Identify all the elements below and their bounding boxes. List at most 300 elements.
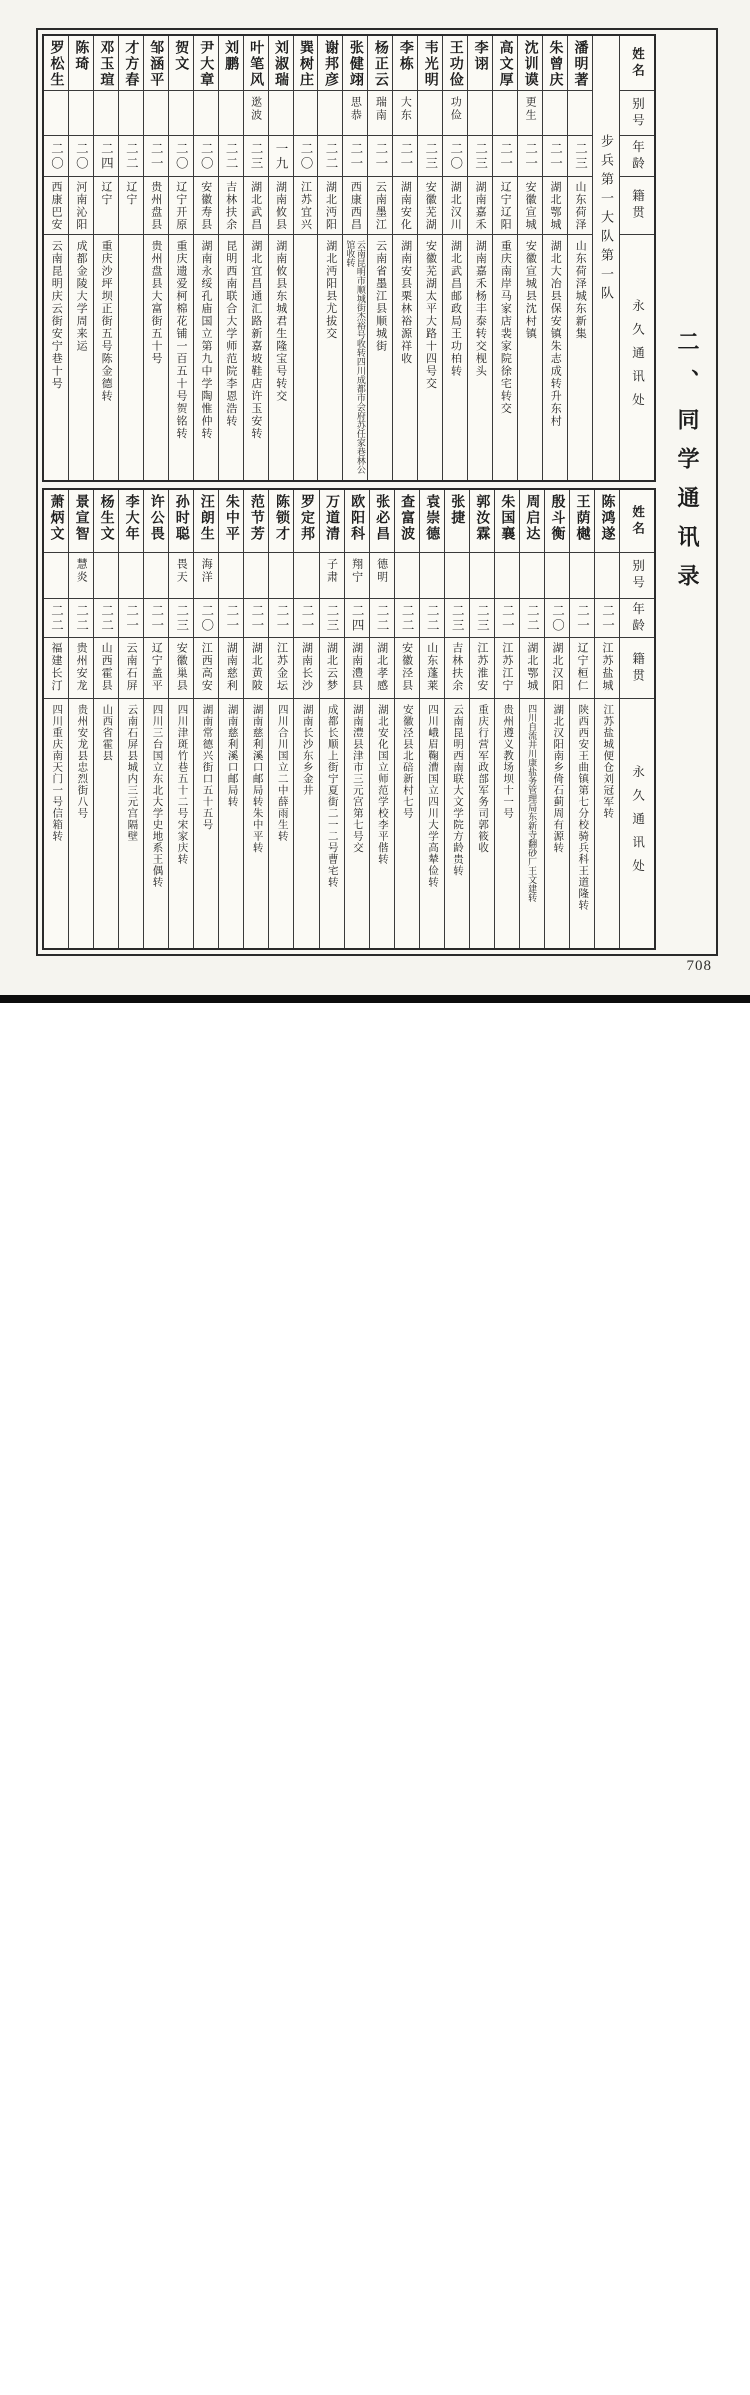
entry-age-cell: [44, 599, 68, 638]
entry-alias: 逖波: [249, 96, 262, 122]
entry-name: 万道清: [324, 494, 340, 542]
entry-alias-cell: [570, 553, 594, 599]
entry-age: 二一: [373, 141, 388, 171]
entry-age: 二四: [99, 141, 114, 171]
entry-age-cell: [468, 136, 492, 177]
entry-address-cell: [443, 235, 467, 480]
entry-origin-cell: [395, 638, 419, 699]
header-name-label: 姓名: [630, 504, 645, 538]
entry-address: 贵州盘县大富街五十号: [150, 240, 163, 365]
entry-alias-cell: [194, 91, 218, 136]
entry-address-cell: [119, 699, 143, 948]
entry-address: 四川津斑竹巷五十二号宋家庆转: [176, 704, 188, 865]
entry-age: 二二: [425, 603, 440, 633]
entry-name: 袁崇德: [424, 494, 440, 542]
entry-age-cell: [69, 599, 93, 638]
entry-address-cell: [468, 235, 492, 480]
entry-name: 杨正云: [372, 40, 388, 88]
entry-name-cell: [543, 36, 567, 91]
entry-column: [168, 490, 193, 948]
entry-age-cell: [294, 136, 318, 177]
entry-age-cell: [318, 136, 342, 177]
entry-alias-cell: [468, 91, 492, 136]
entry-name: 欧阳科: [349, 494, 365, 542]
entry-age: 二〇: [49, 141, 64, 171]
entry-address-cell: [595, 699, 619, 948]
entry-column: [93, 490, 118, 948]
entry-address: 湖南慈利溪口邮局转: [226, 704, 238, 808]
entry-alias-cell: [119, 553, 143, 599]
roster-table-bottom: [42, 488, 656, 950]
entry-origin-cell: [219, 638, 243, 699]
header-name-cell: [620, 490, 654, 553]
header-address-cell: [620, 699, 654, 948]
entry-origin-cell: [368, 177, 392, 235]
entry-name-cell: [294, 490, 318, 553]
entry-origin: 湖北汉川: [449, 181, 462, 231]
entry-address-cell: [244, 699, 268, 948]
header-alias-label: 别号: [630, 559, 645, 592]
entry-age: 二二: [323, 141, 338, 171]
entry-name: 景宣智: [73, 494, 89, 542]
entry-origin-cell: [94, 638, 118, 699]
entry-address-cell: [194, 235, 218, 480]
entry-address-cell: [169, 699, 193, 948]
header-alias-label: 别号: [630, 96, 645, 130]
entry-name-cell: [493, 36, 517, 91]
entry-age-cell: [393, 136, 417, 177]
entry-origin: 安徽泾县: [400, 642, 413, 692]
entry-origin: 西康西昌: [349, 181, 362, 231]
entry-origin-cell: [269, 638, 293, 699]
entry-address-cell: [395, 699, 419, 948]
entry-name: 陈锁才: [273, 494, 289, 542]
entry-name: 查富波: [399, 494, 415, 542]
entry-age-cell: [445, 599, 469, 638]
entry-address-cell: [345, 699, 369, 948]
entry-age: 二一: [249, 603, 264, 633]
entry-origin: 湖南安化: [399, 181, 412, 231]
entry-address-cell: [294, 699, 318, 948]
entry-origin: 湖北鄂城: [549, 181, 562, 231]
entry-origin-cell: [543, 177, 567, 235]
entry-alias-cell: [69, 553, 93, 599]
entry-age: 二二: [99, 603, 114, 633]
entry-column: [369, 490, 394, 948]
entry-origin: 湖北鄂城: [525, 642, 538, 692]
header-age-label: 年龄: [630, 601, 645, 635]
entry-alias-cell: [418, 91, 442, 136]
entry-origin: 辽宁桓仁: [576, 642, 588, 692]
entry-name: 高文厚: [497, 40, 513, 88]
entry-name-cell: [368, 36, 392, 91]
entry-origin: 云南墨江: [374, 181, 387, 231]
entry-name: 李栋: [397, 40, 413, 72]
entry-origin: 江苏淮安: [475, 642, 488, 692]
entry-age-cell: [545, 599, 569, 638]
entry-age-cell: [144, 136, 168, 177]
entry-alias: 德明: [375, 558, 388, 584]
entry-name: 贺文: [173, 40, 189, 72]
entry-age: 二一: [575, 603, 590, 633]
entry-address: 重庆遗爱柯棉花铺一百五十号贺铭转: [174, 240, 187, 440]
entry-column: [317, 36, 342, 480]
entry-column: [243, 490, 268, 948]
entry-address: 湖北武昌邮政局王功柏转: [449, 240, 462, 378]
entry-column: [118, 490, 143, 948]
entry-address: 湖南慈利溪口邮局转朱中平转: [251, 704, 263, 854]
entry-column: [494, 490, 519, 948]
entry-alias-cell: [144, 553, 168, 599]
entry-origin: 湖南慈利: [225, 642, 238, 692]
entry-age: 二〇: [448, 141, 463, 171]
entry-name-cell: [443, 36, 467, 91]
entry-address-cell: [370, 699, 394, 948]
entry-age: 二三: [423, 141, 438, 171]
entry-origin: 山东荷泽: [573, 181, 586, 231]
entry-origin-cell: [318, 177, 342, 235]
entry-address: 湖南常德兴街口五十五号: [201, 704, 213, 831]
entry-name-cell: [44, 36, 68, 91]
entry-address-cell: [493, 235, 517, 480]
entry-age-cell: [69, 136, 93, 177]
entry-name-cell: [318, 36, 342, 91]
entry-alias-cell: [493, 91, 517, 136]
entry-alias-cell: [518, 91, 542, 136]
entry-age: 二〇: [199, 141, 214, 171]
entry-age: 二四: [350, 603, 365, 633]
entry-name: 郭汝霖: [474, 494, 490, 542]
entry-name: 李大年: [123, 494, 139, 542]
entry-origin-cell: [194, 638, 218, 699]
entry-origin-cell: [94, 177, 118, 235]
entry-column: [68, 490, 93, 948]
entry-origin-cell: [144, 177, 168, 235]
entry-age-cell: [194, 136, 218, 177]
entry-age: 二三: [174, 603, 189, 633]
entry-age: 二三: [473, 141, 488, 171]
entry-address: 重庆沙坪坝正街五号陈金德转: [100, 240, 113, 403]
entry-name: 韦光明: [422, 40, 438, 88]
entry-column: [417, 36, 442, 480]
entry-name-cell: [119, 36, 143, 91]
entry-origin: 安徽芜湖: [424, 181, 437, 231]
entry-column: [419, 490, 444, 948]
entry-name: 王功俭: [447, 40, 463, 88]
entry-alias-cell: [294, 91, 318, 136]
entry-age-cell: [119, 136, 143, 177]
entry-origin-cell: [294, 638, 318, 699]
entry-name-cell: [568, 36, 592, 91]
entry-address-cell: [545, 699, 569, 948]
entry-name: 萧炳文: [48, 494, 64, 542]
entry-age: 二三: [450, 603, 465, 633]
entry-age-cell: [119, 599, 143, 638]
entry-age: 一九: [274, 141, 289, 171]
section-title: 二、同学通讯录: [675, 330, 700, 603]
entry-name: 王荫樾: [574, 494, 590, 542]
entry-name: 李诩: [472, 40, 488, 72]
entry-age-cell: [219, 136, 243, 177]
entry-name: 叶笔风: [248, 40, 264, 88]
entry-column: [143, 490, 168, 948]
entry-alias: 畏天: [175, 558, 188, 584]
entry-age: 二一: [500, 603, 515, 633]
entry-age: 二一: [124, 603, 139, 633]
entry-origin-cell: [44, 638, 68, 699]
entry-origin: 湖北汉阳: [550, 642, 563, 692]
entry-age: 二二: [124, 141, 139, 171]
entry-origin: 山西霍县: [100, 642, 113, 692]
entry-address: 山东荷泽城东新集: [574, 240, 587, 340]
entry-origin-cell: [518, 177, 542, 235]
entry-origin: 西康巴安: [49, 181, 62, 231]
entry-name-cell: [420, 490, 444, 553]
entry-age: 二三: [475, 603, 490, 633]
entry-origin: 安徽宣城: [524, 181, 537, 231]
entry-alias-cell: [269, 553, 293, 599]
entry-name: 刘鹏: [223, 40, 239, 72]
entry-address-cell: [144, 699, 168, 948]
entry-name: 巽树庄: [298, 40, 313, 88]
entry-address-cell: [368, 235, 392, 480]
entry-name: 汪朗生: [198, 494, 214, 542]
header-name-cell: [620, 36, 654, 91]
entry-age-cell: [570, 599, 594, 638]
entry-origin-cell: [445, 638, 469, 699]
entry-column: [342, 36, 367, 480]
entry-age-cell: [244, 136, 268, 177]
entry-age-cell: [495, 599, 519, 638]
entry-origin: 吉林扶余: [450, 642, 463, 692]
entry-column: [567, 36, 592, 480]
entry-origin-cell: [595, 638, 619, 699]
entry-alias-cell: [44, 91, 68, 136]
entry-age-cell: [169, 599, 193, 638]
entry-address: 湖北宜昌通汇路新嘉坡鞋店许玉安转: [249, 240, 262, 440]
entry-age: 二一: [299, 603, 314, 633]
entry-column: [392, 36, 417, 480]
entry-column: [44, 490, 68, 948]
entry-age: 二一: [149, 603, 164, 633]
entry-address: 成都金陵大学周来运: [75, 240, 88, 353]
entry-address-cell: [318, 235, 342, 480]
entry-origin: 湖南攸县: [274, 181, 287, 231]
header-alias-cell: [620, 553, 654, 599]
entry-origin-cell: [320, 638, 344, 699]
entry-age: 二〇: [199, 603, 214, 633]
entry-alias-cell: [470, 553, 494, 599]
entry-column: [193, 490, 218, 948]
entry-alias-cell: [94, 91, 118, 136]
entry-column: [442, 36, 467, 480]
entry-address: 四川合川国立二中薛雨生转: [276, 704, 288, 842]
entry-name: 朱国襄: [499, 494, 515, 542]
entry-age-cell: [420, 599, 444, 638]
entry-name-cell: [418, 36, 442, 91]
entry-alias-cell: [44, 553, 68, 599]
header-column: [619, 490, 654, 948]
entry-age-cell: [418, 136, 442, 177]
entry-origin-cell: [119, 638, 143, 699]
entry-origin-cell: [420, 638, 444, 699]
entry-age-cell: [568, 136, 592, 177]
entry-origin-cell: [568, 177, 592, 235]
entry-origin-cell: [294, 177, 318, 235]
entry-age-cell: [368, 136, 392, 177]
entry-alias-cell: [595, 553, 619, 599]
entry-origin: 湖北云梦: [325, 642, 338, 692]
entry-alias-cell: [119, 91, 143, 136]
entry-address: 重庆南岸马家店裴家院徐宅转交: [499, 240, 512, 415]
entry-name-cell: [194, 36, 218, 91]
entry-name-cell: [94, 490, 118, 553]
page-number: 708: [686, 958, 712, 974]
header-origin-label: 籍贯: [630, 651, 645, 685]
entry-address-cell: [543, 235, 567, 480]
entry-age: 二二: [224, 141, 239, 171]
entry-column: [218, 490, 243, 948]
entry-age: 二一: [348, 141, 363, 171]
entry-name: 谢邦彦: [322, 40, 338, 88]
entry-address: 贵州遵义教场坝十一号: [502, 704, 514, 819]
tables-area: [38, 30, 658, 954]
entry-origin-cell: [370, 638, 394, 699]
entry-address: 湖北沔阳县尤拔交: [324, 240, 337, 340]
entry-address: 四川峨眉鞠漕国立四川大学高辇俭转: [426, 704, 438, 888]
entry-column: [193, 36, 218, 480]
entry-name-cell: [194, 490, 218, 553]
entry-origin: 江苏金坛: [275, 642, 288, 692]
entry-origin-cell: [345, 638, 369, 699]
entry-age: 二〇: [299, 141, 313, 171]
entry-origin: 江苏江宁: [500, 642, 513, 692]
entry-age-cell: [345, 599, 369, 638]
entry-name: 杨生文: [98, 494, 114, 542]
entry-alias-cell: [543, 91, 567, 136]
entry-name: 陈鸿遂: [599, 494, 615, 542]
entry-column: [594, 490, 619, 948]
entry-age: 二一: [224, 603, 239, 633]
entry-age: 二一: [523, 141, 538, 171]
entry-address: 山西省霍县: [101, 704, 113, 762]
entry-name-cell: [169, 490, 193, 553]
entry-alias-cell: [318, 91, 342, 136]
entry-address: 湖南安县栗林裕源祥收: [399, 240, 412, 365]
entry-origin-cell: [219, 177, 243, 235]
entry-age: 二〇: [174, 141, 189, 171]
entry-origin: 河南沁阳: [74, 181, 87, 231]
entry-alias-cell: [94, 553, 118, 599]
entry-origin: 江苏盐城: [601, 642, 614, 692]
header-age-label: 年龄: [630, 139, 645, 173]
entry-origin: 云南石屏: [125, 642, 138, 692]
entry-age-cell: [470, 599, 494, 638]
header-address-label: 永久通讯处: [630, 764, 645, 883]
entry-name-cell: [219, 490, 243, 553]
entry-address: 湖南嘉禾杨丰泰转交枧头: [474, 240, 487, 378]
entry-origin-cell: [493, 177, 517, 235]
entry-address-cell: [570, 699, 594, 948]
entry-age-cell: [343, 136, 367, 177]
entry-name: 朱曾庆: [547, 40, 563, 88]
entry-name: 潘明著: [572, 40, 588, 88]
entry-address: 云南昆明市顺城街杰裕号收转四川成都市会府苏任家巷林公馆收转: [345, 240, 366, 474]
entry-address: 四川三台国立东北大学史地系王偶转: [151, 704, 163, 888]
entry-address: 湖南长沙东乡金井: [301, 704, 313, 796]
entry-origin: 湖北孝感: [375, 642, 388, 692]
entry-age-cell: [269, 136, 293, 177]
header-age-cell: [620, 599, 654, 638]
entry-alias: 慧炎: [75, 558, 88, 584]
entry-address-cell: [520, 699, 544, 948]
entry-name-cell: [595, 490, 619, 553]
entry-origin: 湖北武昌: [249, 181, 262, 231]
entry-origin-cell: [343, 177, 367, 235]
entry-name: 罗定邦: [298, 494, 314, 542]
entry-age: 二二: [525, 603, 540, 633]
entry-name: 孙时聪: [173, 494, 189, 542]
entry-address-cell: [269, 699, 293, 948]
entry-address: 贵州安龙县忠烈街八号: [76, 704, 88, 819]
entry-address: 成都长顺上街宁夏街二一二号曹宅转: [326, 704, 338, 888]
entry-age: 二一: [498, 141, 513, 171]
unit-label: 步兵第一大队第一队: [598, 134, 614, 305]
entry-age-cell: [94, 136, 118, 177]
entry-age: 二〇: [74, 141, 89, 171]
entry-origin: 辽宁辽阳: [499, 181, 512, 231]
entry-address-cell: [44, 235, 68, 480]
entry-origin: 贵州安龙: [75, 642, 88, 692]
entry-column: [519, 490, 544, 948]
entry-name: 张捷: [449, 494, 465, 526]
header-column: [619, 36, 654, 480]
entry-address-cell: [343, 235, 367, 480]
entry-name-cell: [343, 36, 367, 91]
header-origin-label: 籍贯: [630, 189, 645, 222]
entry-age: 二三: [325, 603, 340, 633]
entry-alias-cell: [194, 553, 218, 599]
entry-column: [344, 490, 369, 948]
title-strip: [658, 30, 716, 954]
entry-age-cell: [219, 599, 243, 638]
entry-alias: 子肃: [325, 558, 338, 584]
entry-age: 二〇: [550, 603, 565, 633]
page-frame: [36, 28, 718, 956]
entry-age-cell: [518, 136, 542, 177]
entry-column: [444, 490, 469, 948]
scan-edge-artifact: [0, 995, 750, 1003]
entry-age: 二一: [398, 141, 413, 171]
entry-name-cell: [470, 490, 494, 553]
entry-address-cell: [169, 235, 193, 480]
entry-origin-cell: [169, 177, 193, 235]
entry-name-cell: [69, 36, 93, 91]
entry-alias-cell: [69, 91, 93, 136]
entry-column: [143, 36, 168, 480]
entry-name: 刘淑瑞: [273, 40, 289, 88]
entry-origin: 安徽寿县: [199, 181, 212, 231]
entry-address-cell: [518, 235, 542, 480]
entry-name-cell: [269, 490, 293, 553]
entry-name: 罗松生: [48, 40, 64, 88]
entry-alias: 功俭: [449, 96, 462, 122]
entry-origin: 福建长汀: [50, 642, 63, 692]
entry-alias-cell: [368, 91, 392, 136]
entry-origin-cell: [468, 177, 492, 235]
entry-age-cell: [543, 136, 567, 177]
entry-origin: 辽宁: [124, 181, 137, 206]
